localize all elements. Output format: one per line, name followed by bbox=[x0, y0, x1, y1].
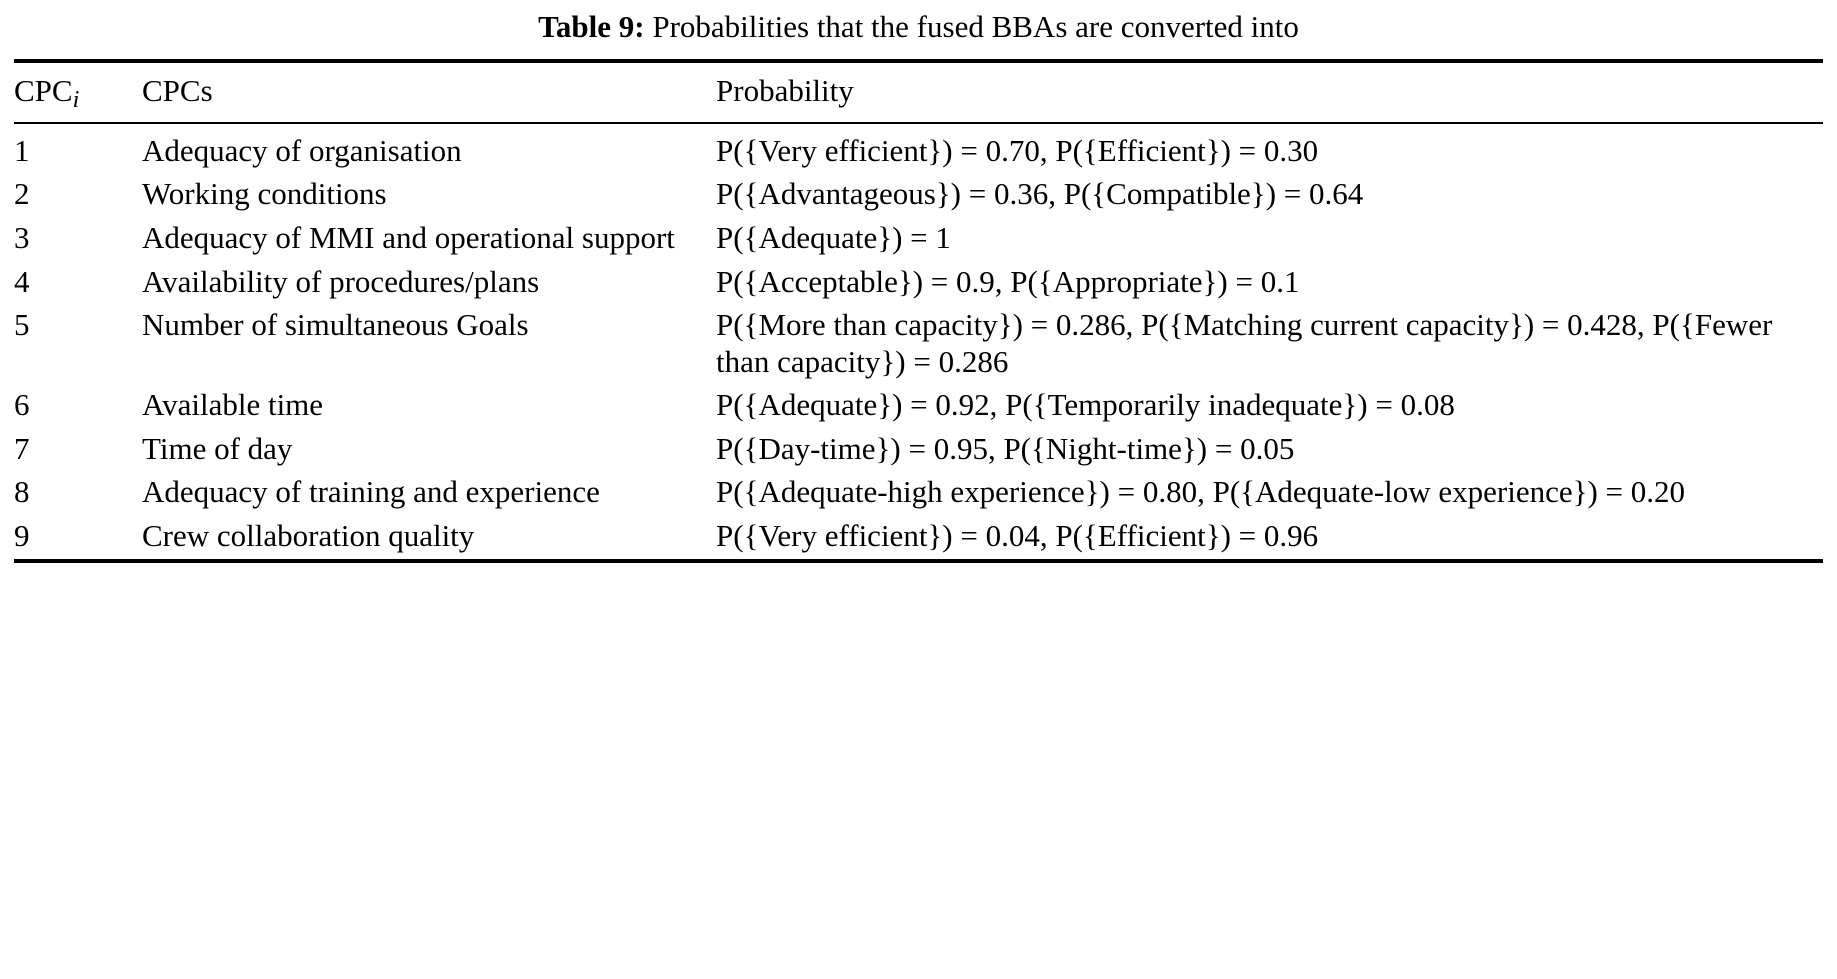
table-row bbox=[14, 123, 1823, 174]
cell-probability: P({Adequate-high experience}) = 0.80, P({Adequate-low experience}) = 0.20 bbox=[716, 474, 1686, 510]
cell-cpc-name: Availability of procedures/plans bbox=[142, 263, 540, 299]
table-foot bbox=[14, 561, 1823, 576]
table-body bbox=[14, 123, 1823, 561]
table-row bbox=[14, 304, 1823, 384]
table-caption-label: Table 9: bbox=[538, 9, 645, 44]
cell-cpc-name: Time of day bbox=[142, 430, 293, 466]
table-row bbox=[14, 261, 1823, 305]
table-row bbox=[14, 471, 1823, 515]
column-header-cpc-index-label: CPC bbox=[14, 73, 73, 109]
cell-probability: P({Acceptable}) = 0.9, P({Appropriate}) = 0.1 bbox=[716, 263, 1300, 299]
cell-cpc-index: 1 bbox=[14, 123, 142, 174]
cell-cpc-name: Adequacy of organisation bbox=[142, 123, 716, 174]
column-header-probability: Probability bbox=[716, 61, 1823, 123]
column-header-cpcs: CPCs bbox=[142, 61, 716, 123]
cell-cpc-index: 3 bbox=[14, 219, 30, 255]
cell-probability: P({Very efficient}) = 0.70, P({Efficient}) = 0.30 bbox=[716, 123, 1823, 174]
table-head bbox=[14, 61, 1823, 123]
table-header-row bbox=[14, 61, 1823, 123]
cell-probability: P({Adequate}) = 0.92, P({Temporarily inadequate}) = 0.08 bbox=[716, 387, 1455, 423]
table-caption-text: Probabilities that the fused BBAs are converted into bbox=[652, 9, 1299, 44]
cell-probability: P({Very efficient}) = 0.04, P({Efficient}) = 0.96 bbox=[716, 517, 1319, 553]
cell-cpc-name: Crew collaboration quality bbox=[142, 517, 475, 553]
table-row bbox=[14, 428, 1823, 472]
cell-cpc-name: Number of simultaneous Goals bbox=[142, 307, 529, 343]
table-bottom-rule bbox=[14, 561, 1823, 576]
cell-cpc-name: Working conditions bbox=[142, 176, 387, 212]
cell-probability: P({More than capacity}) = 0.286, P({Matching current capacity}) = 0.428, P({Fewer than capacity}) = 0.286 bbox=[716, 307, 1773, 379]
cell-cpc-index: 9 bbox=[14, 517, 30, 553]
table-row bbox=[14, 384, 1823, 428]
table-caption bbox=[14, 0, 1823, 59]
cell-cpc-name: Available time bbox=[142, 387, 324, 423]
cell-cpc-index: 7 bbox=[14, 430, 30, 466]
cell-probability: P({Day-time}) = 0.95, P({Night-time}) = 0.05 bbox=[716, 430, 1295, 466]
cell-cpc-index: 6 bbox=[14, 387, 30, 423]
table-row bbox=[14, 515, 1823, 561]
probabilities-table bbox=[14, 59, 1823, 575]
cell-probability: P({Adequate}) = 1 bbox=[716, 219, 951, 255]
cell-cpc-index: 2 bbox=[14, 176, 30, 212]
column-header-cpc-index bbox=[14, 61, 142, 123]
cell-cpc-index: 5 bbox=[14, 307, 30, 343]
cell-cpc-name: Adequacy of training and experience bbox=[142, 474, 600, 510]
table-row bbox=[14, 217, 1823, 261]
cell-cpc-name: Adequacy of MMI and operational support bbox=[142, 219, 675, 255]
cell-cpc-index: 8 bbox=[14, 474, 30, 510]
table-row bbox=[14, 173, 1823, 217]
column-header-cpc-index-subscript: i bbox=[72, 86, 80, 114]
cell-cpc-index: 4 bbox=[14, 263, 30, 299]
cell-probability: P({Advantageous}) = 0.36, P({Compatible}) = 0.64 bbox=[716, 176, 1364, 212]
bottom-rule bbox=[14, 561, 1823, 576]
